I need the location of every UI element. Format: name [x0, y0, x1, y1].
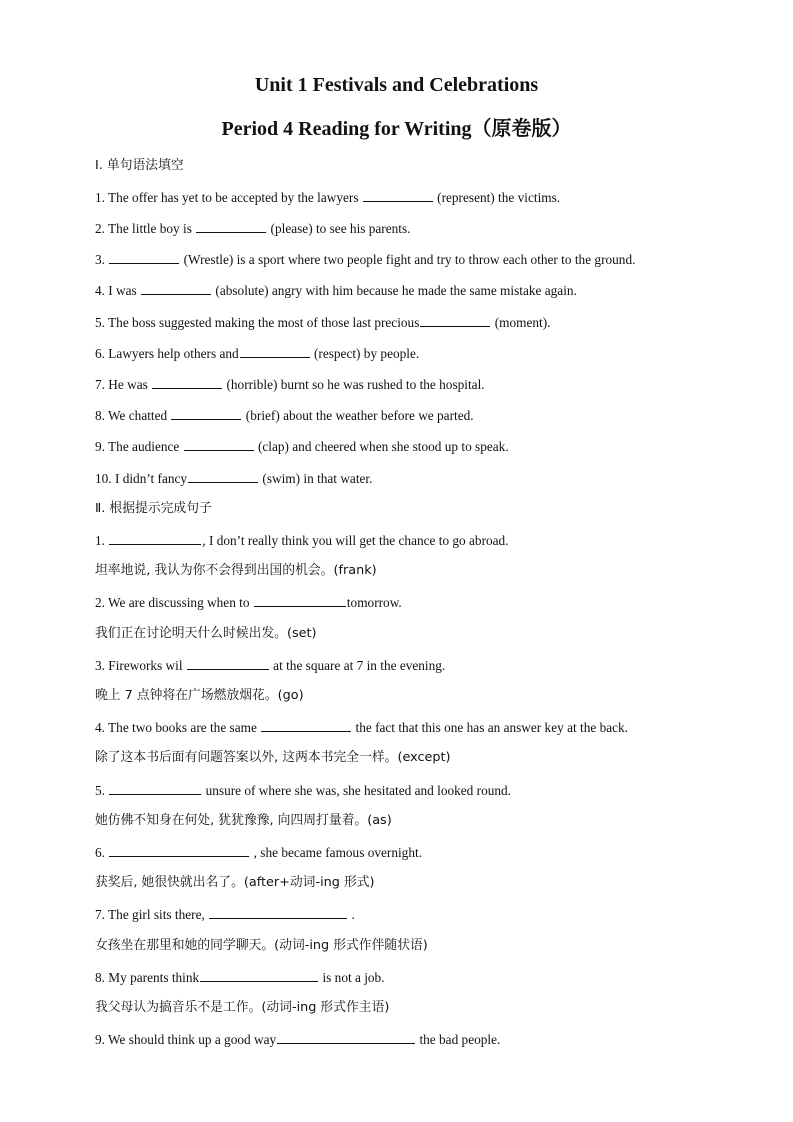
answer-blank[interactable]: [109, 250, 179, 264]
s1-item-8: 8. We chatted (brief) about the weather before we parted.: [95, 408, 474, 423]
answer-blank[interactable]: [141, 281, 211, 295]
s2-item-8: 8. My parents think is not a job.: [95, 970, 385, 985]
answer-blank[interactable]: [171, 406, 241, 420]
answer-blank[interactable]: [363, 188, 433, 202]
s2-item-6: 6. , she became famous overnight.: [95, 845, 422, 860]
s2-hint-8: 我父母认为搞音乐不是工作。(动词-ing 形式作主语): [95, 1000, 390, 1015]
answer-blank[interactable]: [209, 905, 347, 919]
section2-heading: Ⅱ. 根据提示完成句子: [95, 501, 212, 516]
s2-hint-7: 女孩坐在那里和她的同学聊天。(动词-ing 形式作伴随状语): [95, 938, 428, 953]
s2-item-2: 2. We are discussing when to tomorrow.: [95, 595, 402, 610]
answer-blank[interactable]: [196, 219, 266, 233]
s2-item-3: 3. Fireworks wil at the square at 7 in the evening.: [95, 658, 446, 673]
unit-title: Unit 1 Festivals and Celebrations: [254, 74, 539, 96]
s2-item-5: 5. unsure of where she was, she hesitated and looked round.: [95, 783, 511, 798]
s2-item-1: 1. , I don’t really think you will get the chance to go abroad.: [95, 533, 509, 548]
answer-blank[interactable]: [109, 843, 249, 857]
answer-blank[interactable]: [254, 593, 346, 607]
period-title: Period 4 Reading for Writing（原卷版）: [221, 118, 572, 140]
s2-hint-4: 除了这本书后面有问题答案以外, 这两本书完全一样。(except): [95, 750, 451, 765]
answer-blank[interactable]: [109, 531, 201, 545]
s1-item-10: 10. I didn’t fancy (swim) in that water.: [95, 471, 373, 486]
s2-hint-1: 坦率地说, 我认为你不会得到出国的机会。(frank): [95, 563, 377, 578]
s1-item-3: 3. (Wrestle) is a sport where two people fight and try to throw each other to the ground.: [95, 252, 636, 267]
answer-blank[interactable]: [420, 313, 490, 327]
s1-item-9: 9. The audience (clap) and cheered when she stood up to speak.: [95, 439, 509, 454]
s1-item-7: 7. He was (horrible) burnt so he was rushed to the hospital.: [95, 377, 485, 392]
answer-blank[interactable]: [200, 968, 318, 982]
s1-item-6: 6. Lawyers help others and (respect) by people.: [95, 346, 420, 361]
s2-item-9: 9. We should think up a good way the bad people.: [95, 1032, 501, 1047]
answer-blank[interactable]: [184, 437, 254, 451]
answer-blank[interactable]: [152, 375, 222, 389]
s2-hint-5: 她仿佛不知身在何处, 犹犹豫豫, 向四周打量着。(as): [95, 813, 392, 828]
s1-item-4: 4. I was (absolute) angry with him because he made the same mistake again.: [95, 283, 577, 298]
answer-blank[interactable]: [277, 1030, 415, 1044]
s1-item-1: 1. The offer has yet to be accepted by the lawyers (represent) the victims.: [95, 190, 561, 205]
answer-blank[interactable]: [240, 344, 310, 358]
answer-blank[interactable]: [187, 656, 269, 670]
section1-heading: Ⅰ. 单句语法填空: [95, 158, 184, 173]
answer-blank[interactable]: [261, 718, 351, 732]
answer-blank[interactable]: [188, 469, 258, 483]
s2-hint-2: 我们正在讨论明天什么时候出发。(set): [95, 626, 317, 641]
s2-hint-3: 晚上 7 点钟将在广场燃放烟花。(go): [95, 688, 304, 703]
s1-item-5: 5. The boss suggested making the most of those last precious (moment).: [95, 315, 551, 330]
s2-hint-6: 获奖后, 她很快就出名了。(after+动词-ing 形式): [95, 875, 375, 890]
s2-item-7: 7. The girl sits there, .: [95, 907, 355, 922]
s2-item-4: 4. The two books are the same the fact that this one has an answer key at the back.: [95, 720, 628, 735]
answer-blank[interactable]: [109, 781, 201, 795]
s1-item-2: 2. The little boy is (please) to see his parents.: [95, 221, 411, 236]
